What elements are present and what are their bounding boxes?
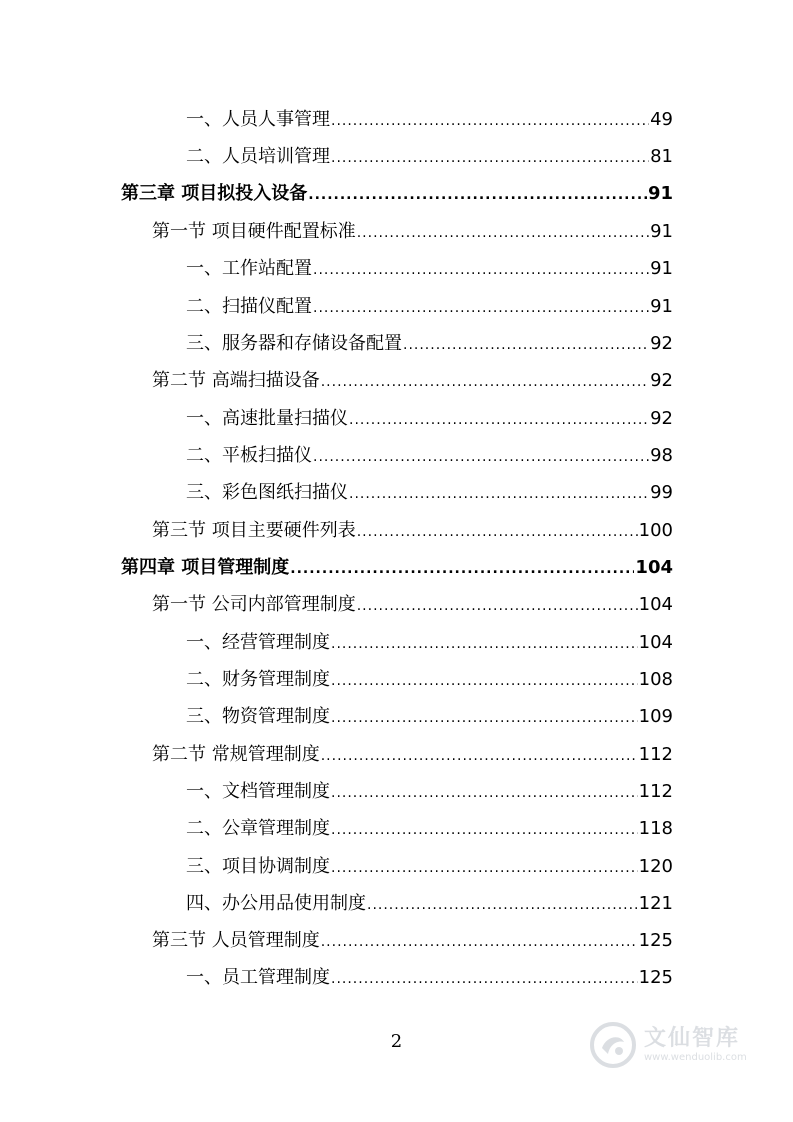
toc-leader-dots: [403, 333, 649, 357]
toc-entry[interactable]: [186, 295, 673, 320]
toc-entry-page: 91: [650, 258, 673, 279]
toc-entry[interactable]: [152, 593, 673, 618]
toc-entry-page: 120: [638, 856, 673, 877]
toc-entry-page: 99: [650, 482, 673, 503]
toc-entry-page: 104: [635, 557, 673, 578]
toc-entry-page: 104: [638, 632, 673, 653]
toc-leader-dots: [357, 594, 638, 618]
toc-entry-page: 125: [638, 930, 673, 951]
toc-entry[interactable]: [152, 519, 673, 544]
toc-entry-page: 104: [638, 594, 673, 615]
toc-leader-dots: [331, 706, 638, 730]
toc-entry-label: 一、经营管理制度: [186, 632, 330, 653]
toc-entry-label: 三、服务器和存储设备配置: [186, 333, 402, 354]
toc-entry-label: 二、扫描仪配置: [186, 296, 312, 317]
toc-entry-page: 108: [638, 669, 673, 690]
toc-entry-page: 100: [638, 520, 673, 541]
toc-entry[interactable]: [152, 369, 673, 394]
toc-leader-dots: [313, 258, 649, 282]
toc-entry-page: 92: [650, 408, 673, 429]
toc-entry[interactable]: [152, 220, 673, 245]
toc-entry-label: 三、彩色图纸扫描仪: [186, 482, 348, 503]
toc-entry-label: 三、项目协调制度: [186, 856, 330, 877]
toc-entry[interactable]: [186, 145, 673, 170]
toc-entry-page: 125: [638, 967, 673, 988]
toc-leader-dots: [308, 183, 647, 207]
toc-leader-dots: [331, 818, 638, 842]
toc-entry-page: 92: [650, 333, 673, 354]
page-number: 2: [390, 1031, 403, 1052]
toc-entry-page: 49: [650, 109, 673, 130]
watermark-url: www.wenduolib.com: [644, 1052, 747, 1063]
toc-entry-label: 第一节 公司内部管理制度: [152, 594, 356, 615]
toc-entry-label: 一、人员人事管理: [186, 109, 330, 130]
toc-entry[interactable]: [186, 705, 673, 730]
toc-leader-dots: [321, 930, 638, 954]
toc-entry-label: 第三章 项目拟投入设备: [121, 183, 308, 204]
toc-entry[interactable]: [186, 817, 673, 842]
toc-entry[interactable]: [186, 444, 673, 469]
toc-leader-dots: [313, 296, 649, 320]
toc-entry[interactable]: [186, 780, 673, 805]
toc-entry[interactable]: [121, 182, 673, 207]
toc-entry-page: 118: [638, 818, 673, 839]
toc-entry-page: 121: [638, 893, 673, 914]
toc-entry[interactable]: [121, 556, 673, 581]
toc-entry[interactable]: [186, 668, 673, 693]
toc-entry[interactable]: [152, 743, 673, 768]
toc-leader-dots: [331, 781, 638, 805]
toc-entry-page: 112: [638, 781, 673, 802]
toc-entry-label: 四、办公用品使用制度: [186, 893, 366, 914]
toc-entry[interactable]: [186, 108, 673, 133]
toc-entry[interactable]: [186, 966, 673, 991]
toc-leader-dots: [321, 744, 638, 768]
toc-entry-label: 二、财务管理制度: [186, 669, 330, 690]
toc-leader-dots: [357, 520, 638, 544]
toc-entry[interactable]: [186, 631, 673, 656]
toc-leader-dots: [313, 445, 649, 469]
toc-entry-label: 一、员工管理制度: [186, 967, 330, 988]
toc-leader-dots: [321, 370, 649, 394]
toc-entry-label: 一、文档管理制度: [186, 781, 330, 802]
toc-leader-dots: [357, 221, 649, 245]
toc-entry-page: 91: [650, 296, 673, 317]
toc-leader-dots: [331, 967, 638, 991]
toc-entry-label: 二、公章管理制度: [186, 818, 330, 839]
toc-entry-page: 109: [638, 706, 673, 727]
toc-leader-dots: [290, 557, 634, 581]
toc-entry[interactable]: [186, 407, 673, 432]
toc-entry-label: 第三节 项目主要硬件列表: [152, 520, 356, 541]
toc-entry-page: 91: [647, 183, 673, 204]
toc-entry-label: 第四章 项目管理制度: [121, 557, 290, 578]
toc-entry-label: 二、人员培训管理: [186, 146, 330, 167]
toc-entry-label: 三、物资管理制度: [186, 706, 330, 727]
toc-leader-dots: [331, 109, 649, 133]
toc-entry-label: 第一节 项目硬件配置标准: [152, 221, 356, 242]
toc-leader-dots: [349, 408, 649, 432]
toc-leader-dots: [331, 632, 638, 656]
toc-entry-page: 98: [650, 445, 673, 466]
toc-leader-dots: [367, 893, 638, 917]
toc-entry-label: 二、平板扫描仪: [186, 445, 312, 466]
toc-entry[interactable]: [186, 481, 673, 506]
toc-entry[interactable]: [152, 929, 673, 954]
toc-entry-page: 112: [638, 744, 673, 765]
watermark-name: 文仙智库: [644, 1026, 741, 1051]
toc-entry-page: 91: [650, 221, 673, 242]
toc-leader-dots: [331, 146, 649, 170]
toc-entry-label: 第三节 人员管理制度: [152, 930, 320, 951]
watermark: [588, 1018, 758, 1072]
toc-leader-dots: [331, 669, 638, 693]
toc-entry-page: 81: [650, 146, 673, 167]
toc-leader-dots: [331, 856, 638, 880]
toc-leader-dots: [349, 482, 649, 506]
toc-entry[interactable]: [186, 892, 673, 917]
toc-entry[interactable]: [186, 855, 673, 880]
toc-entry-label: 第二节 常规管理制度: [152, 744, 320, 765]
toc-entry-label: 第二节 高端扫描设备: [152, 370, 320, 391]
toc-entry-page: 92: [650, 370, 673, 391]
toc-entry[interactable]: [186, 257, 673, 282]
toc-entry-label: 一、高速批量扫描仪: [186, 408, 348, 429]
wm-logo-icon: [588, 1020, 638, 1070]
toc-entry-label: 一、工作站配置: [186, 258, 312, 279]
toc-entry[interactable]: [186, 332, 673, 357]
